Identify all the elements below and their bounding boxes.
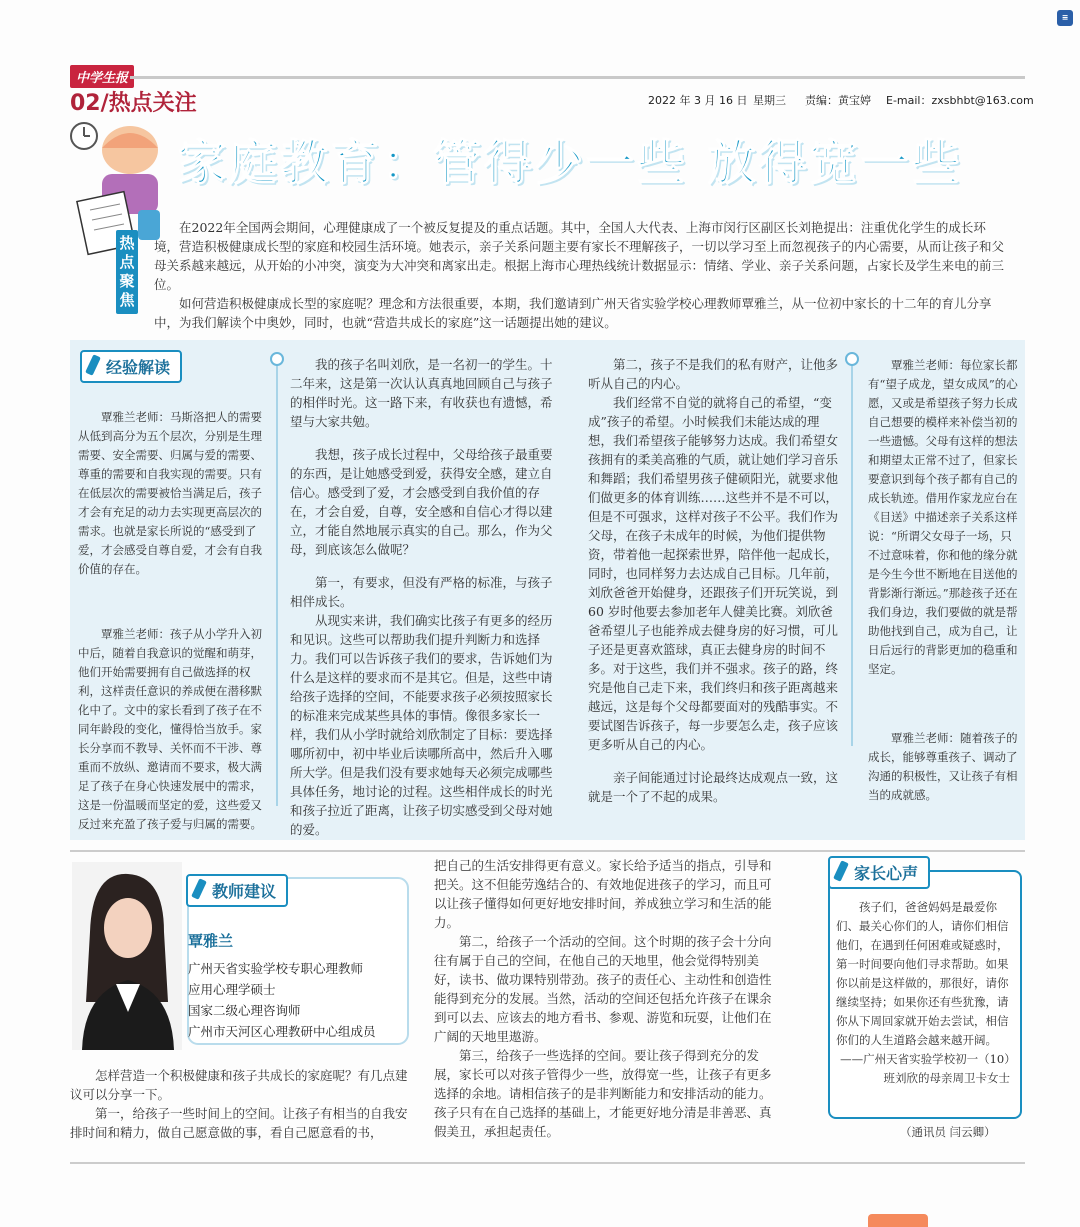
commentary-paragraph: 覃雅兰老师：每位家长都有“望子成龙，望女成凤”的心愿，又或是希望孩子努力长成自己想要的模样来补偿当初的一些遗憾。父母有这样的想法和期望太正常不过了，但家长要意识到每个孩子都有自己的成长轨迹。借用作家龙应台在《目送》中描述亲子关系这样说：“所谓父女母子一场，只不过意味着，你和他的缘分就是今生今世不断地在目送他的背影渐行渐远。”那趁孩子还在我们身边，我们要做的就是帮助他找到自己，成为自己，让日后远行的背影更加的稳重和坚定。 bbox=[868, 358, 1018, 676]
divider bbox=[851, 360, 853, 746]
advice-paragraph: 怎样营造一个积极健康和孩子共成长的家庭呢？有几点建议可以分享一下。 bbox=[70, 1068, 408, 1102]
parent-story-column-1 bbox=[290, 355, 562, 853]
issue-date: 2022 年 3 月 16 日 bbox=[648, 94, 748, 107]
story-paragraph: 第二，孩子不是我们的私有财产，让他多听从自己的内心。 bbox=[588, 357, 839, 391]
experience-label-text: 经验解读 bbox=[106, 358, 171, 377]
parent-label-text: 家长心声 bbox=[854, 864, 919, 883]
pencil-icon bbox=[85, 354, 101, 376]
divider bbox=[276, 360, 278, 806]
experience-label bbox=[80, 350, 182, 383]
editor: 责编：黄宝婷 bbox=[805, 94, 871, 107]
headline: 家庭教育：管得少一些 放得宽一些 bbox=[178, 135, 963, 191]
story-paragraph: 从现实来讲，我们确实比孩子有更多的经历和见识。这些可以帮助我们提升判断力和选择力。我们可以告诉孩子我们的要求，告诉她们为什么是这样的要求而不是其它。但是，这些中请给孩子选择的空间，不能要求孩子必须按照家长的标准来完成某些具体的事情。像很多家长一样，我们从小学时就给刘欣制定了目标：要选择哪所初中，初中毕业后读哪所高中，然后升入哪所大学。但是我们没有要求她每天必须完成哪些具体任务，地讨论的过程。这些相伴成长的时光和孩子拉近了距离，让孩子切实感受到父母对她的爱。 bbox=[290, 613, 553, 837]
intro-paragraph: 在2022年全国两会期间，心理健康成了一个被反复提及的重点话题。其中，全国人大代表、上海市闵行区副区长刘艳提出：注重优化学生的成长环境，营造积极健康成长型的家庭和校园生活环境。她表示，亲子关系问题主要有家长不理解孩子，一切以学习至上而忽视孩子的内心需要，从而让孩子和父母关系越来越远，从开始的小冲突，演变为大冲突和离家出走。根据上海市心理热线统计数据显示：情绪、学业、亲子关系问题，占家长及学生来电的前三位。 bbox=[154, 220, 1005, 292]
teacher-advice-column-2 bbox=[434, 856, 778, 1141]
advice-paragraph: 第一，给孩子一些时间上的空间。让孩子有相当的自我安排时间和精力，做自己愿意做的事，看自己愿意看的书， bbox=[70, 1106, 408, 1140]
advice-paragraph: 第三，给孩子一些选择的空间。要让孩子得到充分的发展，家长可以对孩子管得少一些，放得宽一些，让孩子有更多选择的余地。请相信孩子的是非判断能力和安排活动的能力。孩子只有在自己选择的基础上，才能更好地分清是非善恶、真假美丑，承担起责任。 bbox=[434, 1048, 772, 1139]
commentary-paragraph: 覃雅兰老师：随着孩子的成长，能够尊重孩子、调动了沟通的积极性，又让孩子有相当的成就感。 bbox=[868, 731, 1018, 802]
teacher-titles bbox=[188, 958, 376, 1042]
issue-weekday: 星期三 bbox=[753, 94, 786, 107]
teacher-label-text: 教师建议 bbox=[212, 882, 277, 901]
story-paragraph: 第一，有要求，但没有严格的标准，与孩子相伴成长。 bbox=[290, 575, 553, 609]
story-paragraph: 亲子间能通过讨论最终达成观点一致，这就是一个了不起的成果。 bbox=[588, 770, 839, 804]
teacher-title: 广州市天河区心理教研中心组成员 bbox=[188, 1024, 376, 1039]
teacher-label bbox=[186, 874, 288, 907]
advice-paragraph: 把自己的生活安排得更有意义。家长给予适当的指点，引导和把关。这不但能劳逸结合的、有效地促进孩子的学习，而且可以让孩子懂得如何更好地安排时间，养成独立学习和生活的能力。 bbox=[434, 858, 772, 930]
pencil-icon bbox=[833, 860, 849, 882]
intro-text bbox=[154, 218, 1004, 332]
newspaper-brand: 中学生报 bbox=[70, 65, 134, 88]
app-corner-icon: ≡ bbox=[1057, 10, 1073, 26]
experience-commentary-left bbox=[78, 408, 264, 880]
editor-email: E-mail：zxsbhbt@163.com bbox=[886, 94, 1034, 107]
story-paragraph: 我的孩子名叫刘欣，是一名初一的学生。十二年来，这是第一次认认真真地回顾自己与孩子的相伴时光。这一路下来，有收获也有遗憾，希望与大家共勉。 bbox=[290, 357, 553, 429]
section-title: 02/热点关注 bbox=[70, 91, 197, 116]
teacher-title: 广州天省实验学校专职心理教师 bbox=[188, 961, 364, 976]
parent-label bbox=[828, 856, 930, 889]
parent-story-column-2 bbox=[588, 355, 842, 820]
teacher-photo bbox=[72, 862, 182, 1050]
header-rule bbox=[130, 76, 1025, 79]
advice-paragraph: 第二，给孩子一个活动的空间。这个时期的孩子会十分向往有属于自己的空间，在他自己的天地里，他会觉得特别美好，读书、做功课特别带劲。孩子的责任心、主动性和创造性能得到充分的发展。当然，活动的空间还包括允许孩子在课余到可以去、应该去的地方看书、参观、游览和玩耍，让他们在广阔的天地里遨游。 bbox=[434, 934, 772, 1044]
experience-commentary-right bbox=[868, 356, 1020, 855]
divider-dot bbox=[270, 352, 284, 366]
page-tab bbox=[868, 1214, 928, 1227]
pencil-icon bbox=[191, 878, 207, 900]
teacher-advice-column-1 bbox=[70, 1066, 410, 1142]
teacher-title: 应用心理学硕士 bbox=[188, 982, 276, 997]
teacher-title: 国家二级心理咨询师 bbox=[188, 1003, 301, 1018]
parent-paragraph: 孩子们，爸爸妈妈是最爱你们、最关心你们的人，请你们相信他们，在遇到任何困难或疑惑时，第一时间要向他们寻求帮助。如果你以前是这样做的，那很好，请你继续坚持；如果你还有些犹豫，请你从下周回家就开始去尝试，相信你们的人生道路会越来越开阔。 bbox=[836, 900, 1009, 1047]
intro-tag: 热点聚焦 bbox=[116, 230, 138, 314]
parent-voice-text bbox=[836, 898, 1010, 1088]
footer-rule bbox=[70, 1162, 1025, 1164]
story-paragraph: 我想，孩子成长过程中，父母给孩子最重要的东西，是让她感受到爱，获得安全感，建立自信心。感受到了爱，才会感受到自我价值的存在，才会自爱，自尊，安全感和自信心才得以建立，才能自然地展示真实的自己。那么，作为父母，到底该怎么做呢？ bbox=[290, 447, 553, 557]
commentary-paragraph: 覃雅兰老师：孩子从小学升入初中后，随着自我意识的觉醒和萌芽，他们开始需要拥有自己做选择的权利，这样责任意识的养成便在潜移默化中了。文中的家长看到了孩子在不同年龄段的变化，懂得恰当放手。家长分享而不教导、关怀而不干涉、尊重而不放纵、邀请而不要求，极大满足了孩子在身心快速发展中的需求，这是一份温暖而坚定的爱，这些爱又反过来充盈了孩子爱与归属的需要。 bbox=[78, 627, 262, 831]
parent-signature: ——广州天省实验学校初一（10）班刘欣的母亲周卫卡女士 bbox=[840, 1052, 1010, 1085]
intro-paragraph: 如何营造积极健康成长型的家庭呢？理念和方法很重要，本期，我们邀请到广州天省实验学校心理教师覃雅兰，从一位初中家长的十二年的育儿分享中，为我们解读个中奥妙，同时，也就“营造共成长的家庭”这一话题提出她的建议。 bbox=[154, 296, 992, 330]
divider-dot bbox=[845, 352, 859, 366]
story-paragraph: 我们经常不自觉的就将自己的希望，“变成”孩子的希望。小时候我们未能达成的理想，我们希望孩子能够努力达成。我们希望女孩拥有的柔美高雅的气质，就让她们学习音乐和舞蹈；我们希望男孩子健硕阳光，就要求他们做更多的体育训练……这些并不是不可以，但是不可强求，这样对孩子不公平。我们作为父母，在孩子未成年的时候，为他们提供物资，带着他一起探索世界，陪伴他一起成长，同时，也同样努力去达成自己目标。几年前，刘欣爸爸开始健身，还跟孩子们开玩笑说，到 60 岁时他要去参加老年人健美比赛。刘欣爸爸希望儿子也能养成去健身房的好习惯，可儿子还是更喜欢篮球，真正去健身房的时间不多。对于这些，我们并不强求。孩子的路，终究是他自己走下来，我们终归和孩子距离越来越远，这是每个父母都要面对的残酷事实。不要试图告诉孩子，每一步要怎么走，孩子应该更多听从自己的内心。 bbox=[588, 395, 839, 752]
section-divider bbox=[70, 850, 1025, 852]
teacher-name: 覃雅兰 bbox=[188, 932, 234, 950]
commentary-paragraph: 覃雅兰老师：马斯洛把人的需要从低到高分为五个层次，分别是生理需要、安全需要、归属与爱的需要、尊重的需要和自我实现的需要。只有在低层次的需要被恰当满足后，孩子才会有充足的动力去实现更高层次的需求。也就是家长所说的“感受到了爱，才会感受自尊自爱，才会有自我价值的存在。 bbox=[78, 410, 262, 576]
reporter-credit: （通讯员 闫云卿） bbox=[900, 1125, 996, 1139]
